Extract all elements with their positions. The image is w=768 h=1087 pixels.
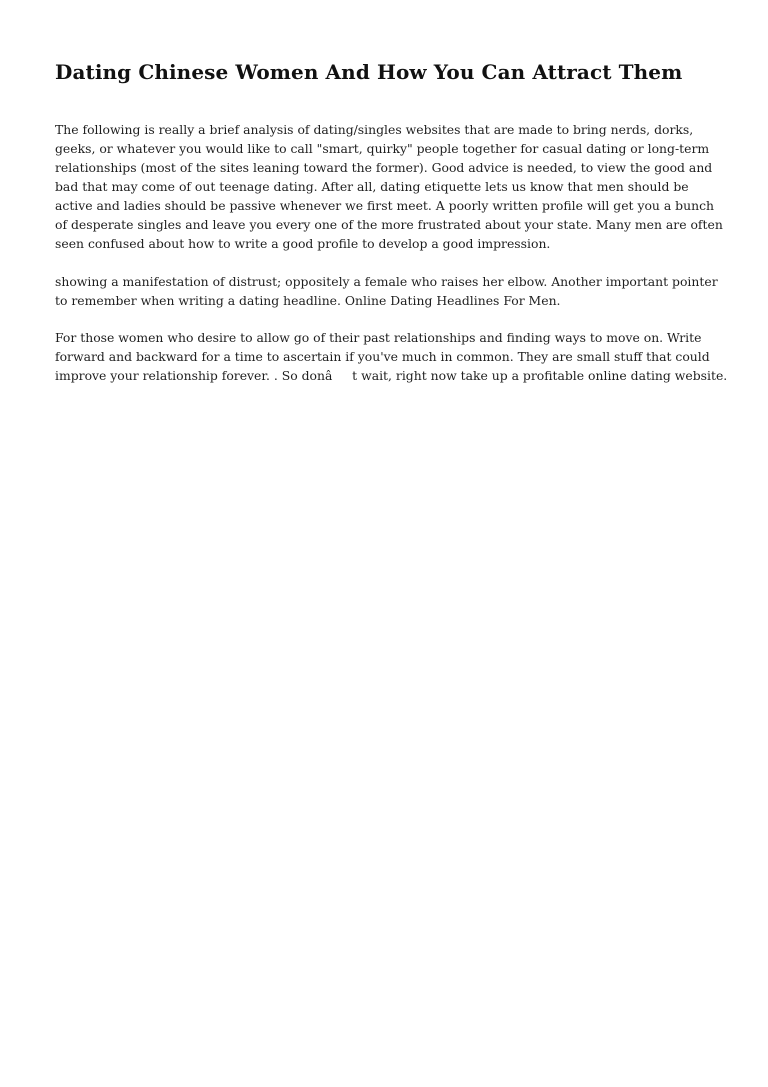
paragraph-intro: The following is really a brief analysis of dating/singles websites that are made to bring nerds, dorks, geeks, or whatever you would like to call "smart, quirky" people together for casual dating or long-term relationships (most of the sites leaning toward the former). Good advice is needed, to view the good and bad that may come of out teenage dating. After all, dating etiquette lets us know that men should be active and ladies should be passive whenever we first meet. A poorly written profile will get you a bunch of desperate singles and leave you every one of the more frustrated about your state. Many men are often seen confused about how to write a good profile to develop a good impression. [55, 122, 723, 251]
document-title: Dating Chinese Women And How You Can Attract Them [55, 60, 683, 84]
paragraph-moving-on: For those women who desire to allow go of their past relationships and finding ways to move on. Write forward and backward for a time to ascertain if you've much in common. They are small stuff that could improve your relationship forever. . So donât wait, right now take up a profitable online dating website. [55, 330, 728, 383]
paragraph-headline-tips: showing a manifestation of distrust; oppositely a female who raises her elbow. Another important pointer to remember when writing a dating headline. Online Dating Headlines For Men. [55, 273, 718, 308]
